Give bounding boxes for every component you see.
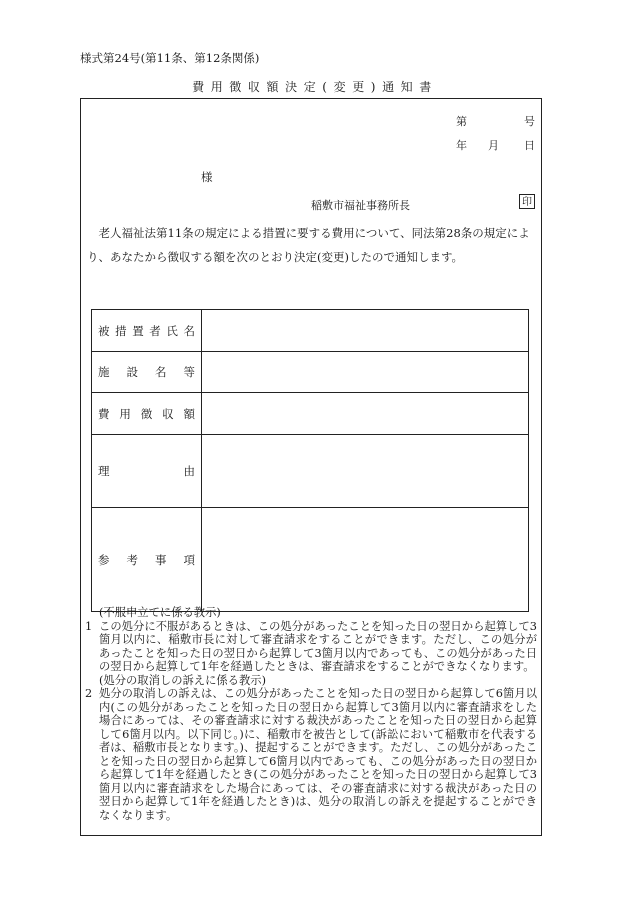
form-frame [80,98,542,836]
number-suffix: 号 [524,115,535,128]
notes-item-number: 2 [85,687,93,700]
label-subject-name: 被措置者氏名 [92,310,202,352]
notes-heading-lawsuit: (処分の取消しの訴えに係る教示) [99,673,266,687]
addressee-suffix: 様 [201,170,213,184]
value-remarks [202,508,529,612]
date-day: 日 [524,139,535,152]
table-row [92,393,529,435]
notes-item-number: 1 [85,619,93,633]
label-fee-amount: 費用徴収額 [92,393,202,435]
body-text: 老人福祉法第11条の規定による措置に要する費用について、同法第28条の規定により、あなたから徴収する額を次のとおり決定(変更)したので通知します。 [87,226,530,264]
form-number: 様式第24号(第11条、第12条関係) [80,51,260,65]
value-fee-amount [202,393,529,435]
label-facility-name: 施設名等 [92,352,202,393]
date-year: 年 [456,139,467,152]
value-reason [202,435,529,508]
notes-section [85,606,537,822]
number-prefix: 第 [456,115,467,128]
table-row [92,435,529,508]
seal-mark: 印 [519,194,535,209]
value-subject-name [202,310,529,352]
notes-heading-appeal: (不服申立てに係る教示) [99,606,221,619]
notes-item-text: この処分に不服があるときは、この処分があったことを知った日の翌日から起算して3箇月以内に、稲敷市長に対して審査請求をすることができます。ただし、この処分があったことを知った日の翌日から起算して3箇月以内であっても、この処分があった日の翌日から起算して1年を経過したときは、審査請求をすることができなくなります。 [99,619,537,673]
notes-item-appeal [85,620,537,674]
info-table [91,309,529,612]
value-facility-name [202,352,529,393]
document-title: 費用徴収額決定(変更)通知書 [192,80,438,94]
issuer-name: 稲敷市福祉事務所長 [311,199,410,212]
table-row [92,508,529,612]
notes-item-text: 処分の取消しの訴えは、この処分があったことを知った日の翌日から起算して6箇月以内(この処分があったことを知った日の翌日から起算して3箇月以内に審査請求をした場合にあっては、その審査請求に対する裁決があったことを知った日の翌日から起算して6箇月以内。以下同じ。)に、稲敷市を被告として(訴訟において稲敷市を代表する者は、稲敷市長となります。)、提起することができます。ただし、この処分があったことを知った日の翌日から起算して6箇月以内であっても、この処分があった日の翌日から起算して1年を経過したとき(この処分があったことを知った日の翌日から起算して3箇月以内に審査請求をした場合にあっては、その審査請求に対する裁決があった日の翌日から起算して1年を経過したとき)は、処分の取消しの訴えを提起することができなくなります。 [99,687,537,822]
date-month: 月 [488,139,499,152]
label-reason: 理由 [92,435,202,508]
table-row [92,310,529,352]
label-remarks: 参考事項 [92,508,202,612]
notes-item-lawsuit [85,687,537,822]
table-row [92,352,529,393]
